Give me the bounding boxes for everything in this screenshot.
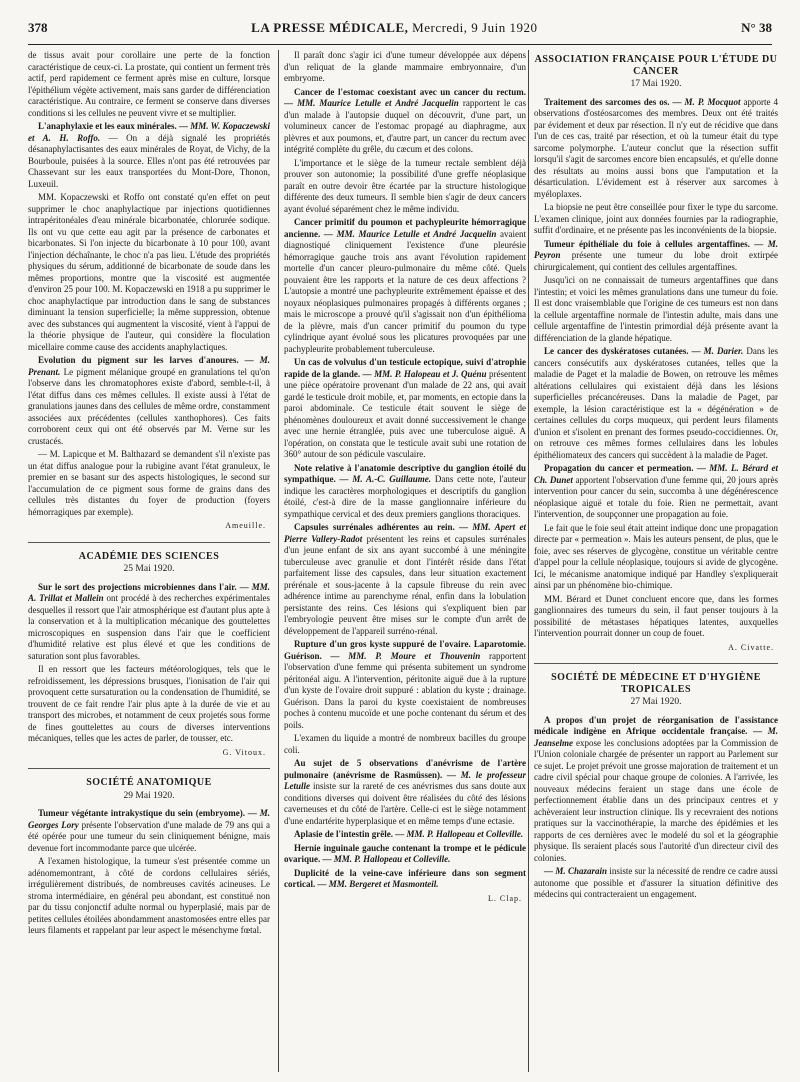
article-pigment: [28, 355, 270, 447]
section-date: 17 Mai 1920.: [630, 79, 682, 89]
article-title: Au sujet de 5 observations d'anévrisme de l'artère pulmonaire (anévrisme de Rasmüssen).: [284, 758, 526, 780]
article-cancer-estomac: [284, 87, 526, 156]
section-date: 27 Mai 1920.: [630, 697, 682, 707]
article-title: Tumeur épithéliale du foie à cellules argentaffines.: [544, 238, 750, 249]
paragraph: MM. Kopaczewski et Roffo ont constaté qu'en effet on peut supprimer le choc anaphylactique par injections quotidiennes intrapéritonéales d'eau minérale bicarbonatée, chlorurée sodique. Ils ont vu que cette eau agit par la présence de carbonates et bicarbonates. Si l'on injecte du bicarbonate à 10 pour 100, avant l'injection déchaînante, le choc n'a pas lieu. L'étude des propriétés physiques du sérum, additionné de bicarbonate de soude dans les mêmes proportions, montre que la viscosité est augmentée d'environ 25 pour 100. M. Kopaczewski en 1918 a pu supprimer le choc anaphylactique par introduction dans le sang de substances diminuant la tension superficielle; la même suppression, obtenue avec des substances qui augmentent la viscosité, vient à l'appui de la théorie physique de l'auteur, qui considère la floculation micellaire comme cause des accidents anaphylactiques.: [28, 192, 270, 352]
article-authors: — M. Georges Lory: [28, 808, 270, 830]
section-heading: SOCIÉTÉ DE MÉDECINE ET D'HYGIÈNE TROPICALES: [534, 663, 778, 695]
signature: Ameuille.: [225, 521, 266, 530]
article-anevrisme: [284, 758, 526, 827]
article-text: insiste sur la rareté de ces anévrismes dus sans doute aux conditions diverses qui doivent être réalisées du côté des lésions caverneuses et du côté de l'artère. Celle-ci est le siège notamment d'une endartérite hyperplasique et en même temps d'une ectasie.: [284, 781, 526, 826]
article-authors: — MM. L. Bérard et Ch. Dunet: [534, 463, 778, 485]
article-aplasie: [284, 829, 526, 841]
article-sarcomes: [534, 97, 778, 201]
article-title: Cancer de l'estomac coexistant avec un cancer du rectum.: [294, 86, 526, 97]
issue-number: N° 38: [741, 20, 772, 35]
paragraph: L'examen du liquide a montré de nombreux bacilles du groupe coli.: [284, 733, 526, 755]
article-text: expose les conclusions adoptées par la Commission de l'Union coloniale chargée de présenter un rapport au Parlement sur ce sujet. Le projet prévoit une grosse majoration de traitement et un cadre civil spécial pour chaque groupe de colonies. A l'arrivée, les nouveaux médecins feraient un stage dans une école de perfectionnement établie dans un des principaux centres et y achèveraient leur instruction clinique. Ils y recevraient des notions pratiques sur la vaccinothérapie, la marche des épidémies et les rapports de ces dernières avec le modelé du sol et la géographie physique. Ils seraient placés sous l'autorité d'un directeur civil des colonies.: [534, 737, 778, 863]
paragraph: MM. Bérard et Dunet concluent encore que, dans les formes ganglionnaires des tumeurs du sein, il faut penser toujours à la possibilité de métastases hépatiques latentes, auxquelles l'intervention pourrait donner un coup de fouet.: [534, 593, 778, 638]
article-text: — On a déjà signalé les propriétés désanaphylactisantes des eaux minérales de Royat, de Vichy, de la Bourboule, puisées à la source. Elles n'ont pas été retrouvées par Chassevant sur les eaux transportées du Mont-Dore, Thonon, Luxeuil.: [28, 132, 270, 189]
paragraph: L'importance et le siège de la tumeur rectale semblent déjà prouver son autonomie; la possibilité d'une greffe néoplasique paraît en outre devoir être écartée par la structure histologique différente des deux tumeurs. Il semble bien s'agir de deux cancers ayant évolué séparément chez le même individu.: [284, 157, 526, 214]
article-title: Aplasie de l'intestin grêle.: [294, 829, 393, 839]
article-title: Traitement des sarcomes des os.: [544, 96, 670, 107]
article-text: Dans les cancers consécutifs aux dyskératoses cutanées, telles que la maladie de Paget et la maladie de Bowen, on retrouve les mêmes altérations cellulaires qui existaient déjà dans les lésions superficielles précancéreuses. Dans la maladie de Paget, par exemple, la lésion caractéristique est la « dégénération » de certaines cellules du corps muqueux, qui perdent leurs filaments d'union et s'isolent en prenant des formes pseudo-coccidiennes. Or, on retrouve ces mêmes formes cellulaires dans les lobules épithéliomateux des cancers qui succèdent à la maladie de Paget.: [534, 346, 778, 460]
article-title: L'anaphylaxie et les eaux minérales.: [38, 121, 177, 131]
article-title: Duplicité de la veine-cave inférieure dans son segment cortical.: [284, 867, 526, 889]
article-title: Note relative à l'anatomie descriptive du ganglion étoilé du sympathique.: [284, 462, 526, 484]
article-title-cont: (embryome).: [192, 808, 246, 818]
article-title: Hernie inguinale gauche contenant la trompe et le pédicule ovarique.: [284, 842, 526, 864]
article-anaphylaxie: [28, 121, 270, 190]
article-title: Un cas de volvulus d'un testicule ectopique, suivi d'atrophie rapide de la glande.: [284, 357, 526, 379]
article-authors: — MM. P. Moure et Thouvenin: [321, 650, 481, 661]
article-volvulus: [284, 357, 526, 461]
article-authors: — M. Chazarain: [544, 866, 607, 876]
article-authors: — MM. W. Kopaczewski et A. H. Roffo.: [28, 121, 270, 143]
article-title: Cancer primitif du poumon et pachypleurite hémorragique ancienne.: [284, 217, 526, 239]
article-text: Dans cette note, l'auteur indique les caractères morphologiques et descriptifs du ganglion étoilé, c'est-à dire de la masse ganglionnaire inférieure du sympathique cervical et des deux premiers ganglions thoraciques.: [284, 474, 526, 519]
article-ganglion: [284, 463, 526, 521]
article-duplicite: [284, 868, 526, 891]
article-authors: — MM. P. Halopeau et J. Quénu: [360, 368, 487, 379]
article-title: Capsules surrénales adhérentes au rein.: [294, 522, 455, 532]
article-cancer-poumon: [284, 217, 526, 355]
article-text: présentent une pièce opératoire provenant d'un malade de 22 ans, qui avait gardé le testicule droit mobile, et, par moments, en ectopie dans la paroi abdominale. Ce testicule était souvent le siège de phénomènes douloureux et avait donné successivement le change avec une hernie étranglée, puis avec une tuberculose aiguë. A l'opération, on constata que le testicule avait subi une rotation de 360° autour de son pédicule vasculaire.: [284, 368, 526, 459]
paragraph: La biopsie ne peut être conseillée pour fixer le type du sarcome. L'examen clinique, joint aux données fournies par la radiographie, suffit d'ordinaire, et ne présente pas les inconvénients de la biopsie.: [534, 202, 778, 235]
paragraph: — M. Lapicque et M. Balthazard se demandent s'il n'existe pas un état diffus analogue pour la rubigine avant l'état granuleux, le premier en se basant sur des aspects histologiques, le second sur l'accumulation de ce pigment sous forme de grains dans des cellules très distantes du foyer de production (foyers hémorragiques par exemple).: [28, 449, 270, 517]
article-text: présente l'observation d'une malade de 79 ans qui a été opérée pour une tumeur du sein cliniquement bénigne, mais devenue fort incommodante parce que ulcérée.: [28, 819, 270, 853]
article-assistance: [534, 715, 778, 865]
article-authors: — M. P. Mocquot: [669, 96, 741, 107]
article-text: apportent l'observation d'une femme qui, 20 jours après intervention pour cancer du sein, succomba à une dégénérescence néoplasique aiguë et totale du foie. Rien ne permettait, avant l'intervention, de soupçonner une propagation au foie.: [534, 474, 778, 519]
section-date: 25 Mai 1920.: [123, 564, 175, 574]
article-projections: [28, 582, 270, 663]
article-text: ont procédé à des recherches expérimentales desquelles il ressort que l'air atmosphérique est d'autant plus apte à la conservation et à la multiplication mécanique des gouttelettes microscopiques en suspension dans l'air que le coefficient d'humidité relative est plus élevé et que les conditions de saturation sont plus favorables.: [28, 593, 270, 661]
article-authors: — M. Prenant.: [28, 355, 270, 377]
column-divider: [278, 50, 279, 1072]
article-authors: — MM. Maurice Letulle et André Jacquelin: [320, 228, 497, 239]
article-title: Evolution du pigment sur les larves d'anoures.: [38, 355, 239, 365]
article-title: Tumeur végétante intrakystique du sein: [38, 808, 193, 818]
article-propagation: [534, 463, 778, 521]
article-dyskeratoses: [534, 346, 778, 461]
article-foie: [534, 239, 778, 274]
article-text: présente une tumeur du lobe droit extirpée chirurgicalement, qui contient des cellules argentaffines.: [534, 250, 778, 272]
column-divider: [528, 50, 529, 1072]
section-date: 29 Mai 1920.: [123, 790, 175, 801]
column-right: [534, 50, 778, 1078]
paragraph: Le fait que le foie seul était atteint indique donc une propagation directe par « permeation ». Mais les auteurs pensent, de plus, que le foie, avec ses réserves de glycogène, constitue un véritable centre d'appel pour la cellule néoplasique, toujours si avide de glycogène. Ici, le mécanisme anatomique indiqué par Handley s'expliquerait ainsi par un phénomène bio-chimique.: [534, 522, 778, 590]
paragraph: A l'examen histologique, la tumeur s'est présentée comme un adénomemontrant, à côté de cordons cellulaires sériés, irrégulièrement distribués, de nombreuses cavités acineuses. Le stroma intermédiaire, en général peu abondant, est constitué non par du tissu conjonctif adulte normal ou hyperplasié, mais par de petites cellules étoilées abondamment anastomosées entre elles par leurs filaments et rappelant par leur aspect le mésenchyme fœtal.: [28, 856, 270, 935]
article-text: insiste sur la nécessité de rendre ce cadre aussi autonome que possible et d'assurer la situation définitive des médecins qui contracteraient un engagement.: [534, 866, 778, 899]
article-hernie: [284, 843, 526, 866]
page-header: [28, 20, 772, 42]
paragraph: [534, 866, 778, 901]
article-authors: — M. le professeur Letulle: [284, 769, 526, 791]
article-title: Rupture d'un gros kyste suppuré de l'ovaire. Laparotomie. Guérison.: [284, 639, 526, 661]
section-heading: SOCIÉTÉ ANATOMIQUE: [28, 768, 270, 789]
article-authors: — M. Jeanselme: [534, 726, 778, 748]
signature: L. Clap.: [488, 893, 522, 903]
article-title: Propagation du cancer et permeation.: [544, 463, 694, 473]
page-number: 378: [28, 20, 48, 35]
signature: A. Civatte.: [728, 642, 774, 652]
header-rule: [28, 44, 772, 45]
paragraph: Jusqu'ici on ne connaissait de tumeurs argentaffines que dans l'intestin; et voici les mêmes granulations dans une tumeur du foie. Il est donc vraisemblable que l'origine de ces tumeurs est non dans la cellule argentaffine normale de l'intestin adulte, mais dans une cellule argentaffine de l'intestin primordial déjà présente avant la différenciation de la glande hépatique.: [534, 275, 778, 343]
article-text: rapportent l'observation d'une femme qui présenta subitement un syndrome péritonéal aigu. A l'intervention, péritonite aiguë due à la rupture d'un kyste de l'ovaire droit suppuré : ablation du kyste ; drainage. Guérison. Dans la paroi du kyste coexistaient de nombreuses poches à contenu mucoïde et une poche contenant du sérum et des poils.: [284, 650, 526, 730]
article-capsules: [284, 522, 526, 637]
article-authors: — M. A.-C. Guillaume.: [335, 474, 432, 484]
article-authors: — MM. A. Trillat et Mallein: [28, 581, 270, 603]
signature: G. Vitoux.: [222, 747, 266, 757]
article-tumeur: [28, 808, 270, 854]
article-title: Sur le sort des projections microbiennes dans l'air.: [38, 581, 237, 592]
issue-date: Mercredi, 9 Juin 1920: [408, 20, 538, 35]
article-title: Le cancer des dyskératoses cutanées.: [544, 346, 689, 356]
article-authors: — MM. Maurice Letulle et André Jacquelin: [284, 98, 459, 108]
article-text: apporte 4 observations d'ostéosarcomes des membres. Deux ont été traités par évidement et deux par résection. Il n'y eut de récidive que dans l'un de ces cas, traité par résection, et où la tumeur était du type sarcome polymorphe. L'auteur conclut que la résection suffit lorsqu'il s'agit de sarcomes encore bien encapsulés, et qu'elle donne des résultats au moins aussi bons que l'amputation et la désarticulation. L'évidement est à réserver aux sarcomes à myéloplaxes.: [534, 96, 778, 199]
article-text: rapportent le cas d'un malade à l'autopsie duquel on découvrit, d'une part, un volumineux cancer de l'estomac propagé au diaphragme, aux plèvres et aux poumons, et, d'autre part, un cancer du rectum avec intégrité complète du grêle, du cæcum et des colons.: [284, 98, 526, 154]
journal-name: LA PRESSE MÉDICALE,: [251, 20, 409, 35]
article-authors: — MM. Bergeret et Masmonteil.: [315, 879, 439, 889]
column-middle: [284, 50, 526, 1078]
journal-title: [251, 20, 537, 36]
section-heading: ACADÉMIE DES SCIENCES: [28, 542, 270, 563]
paragraph: de tissus avait pour corollaire une perte de la fonction caractéristique de ceux-ci. La prostate, qui contient un ferment très actif, perd rapidement ce ferment après mise en culture, lorsque l'épithélium végète activement, mais sans garder de différenciation caractéristique. Au contraire, ce ferment se conserve dans diverses conditions si les cellules ne peuvent vivre et se multiplier.: [28, 50, 270, 118]
article-kyste: [284, 639, 526, 731]
article-authors: — M. Peyron: [534, 238, 778, 260]
article-authors: — MM. Apert et Pierre Vallery-Radot: [284, 522, 526, 544]
paragraph: Il paraît donc s'agir ici d'une tumeur développée aux dépens d'un reliquat de la glande mammaire embryonnaire, d'un embryome.: [284, 50, 526, 83]
section-heading: ASSOCIATION FRANÇAISE POUR L'ÉTUDE DU CANCER: [534, 54, 778, 77]
paragraph: Il en ressort que les facteurs météorologiques, tels que le refroidissement, les dépressions brusques, l'ionisation de l'air qui provoquent cette sursaturation ou la condensation de l'humidité, se trouvent de ce fait rendre l'air plus apte à la durée de vie et au transport des microbes, et notamment de ceux projetés sous forme de fines gouttelettes au cours de diverses interventions mécaniques, telles que les actes de parler, de tousser, etc.: [28, 664, 270, 743]
article-text: présentent les reins et capsules surrénales d'un jeune enfant de six ans ayant succombé à une méningite tuberculeuse avec granulie et dont l'intérêt réside dans l'état parfaitement lisse des capsules, dans leur situation exactement prérénale et sous-jacente à la capsule fibreuse du rein avec adhérence intime au parenchyme rénal, enfin dans la lobulation persistante des reins. Ces lésions qui s'expliquent bien par l'embryologie peuvent être mises sur le compte d'un arrêt de développement de l'appareil surréno-rénal.: [284, 533, 526, 636]
article-authors: — M. Darier.: [688, 346, 744, 356]
article-text: Le pigment mélanique groupé en granulations tel qu'on l'observe dans les chromatophores existe d'abord, semble-t-il, à l'état diffus dans ces mêmes cellules. Il existe aussi à l'état de granulations jaunes dans des cellules de même ordre, constamment associées aux précédentes (cellules xanthophores). Ces faits corroborent ceux qui ont été observés par M. Verne sur les crustacés.: [28, 366, 270, 446]
article-text: avaient diagnostiqué cliniquement l'existence d'une pleurésie hémorragique gauche trois ans avant l'évolution rapidement mortelle d'un cancer pleuro-pulmonaire du même côté. Quels pouvaient être les rapports et la nature de ces deux affections ? L'autopsie a montré une pachypleurite extrêmement épaisse et des noyaux néoplasiques pulmonaires propagés à différents organes ; mais le microscope a prouvé qu'il s'agissait non d'un épithélioma de la plèvre, mais d'un cancer primitif du poumon du type cylindrique ayant évolué sous les plicatures provoquées par une pachypleurite probablement tuberculeuse.: [284, 228, 526, 354]
article-authors: — MM. P. Hallopeau et Colleville.: [393, 829, 524, 839]
article-authors: — MM. P. Hallopeau et Colleville.: [320, 854, 451, 864]
article-title: A propos d'un projet de réorganisation de l'assistance médicale indigène en Afrique occidentale française.: [534, 714, 778, 736]
column-left: [28, 50, 270, 1078]
